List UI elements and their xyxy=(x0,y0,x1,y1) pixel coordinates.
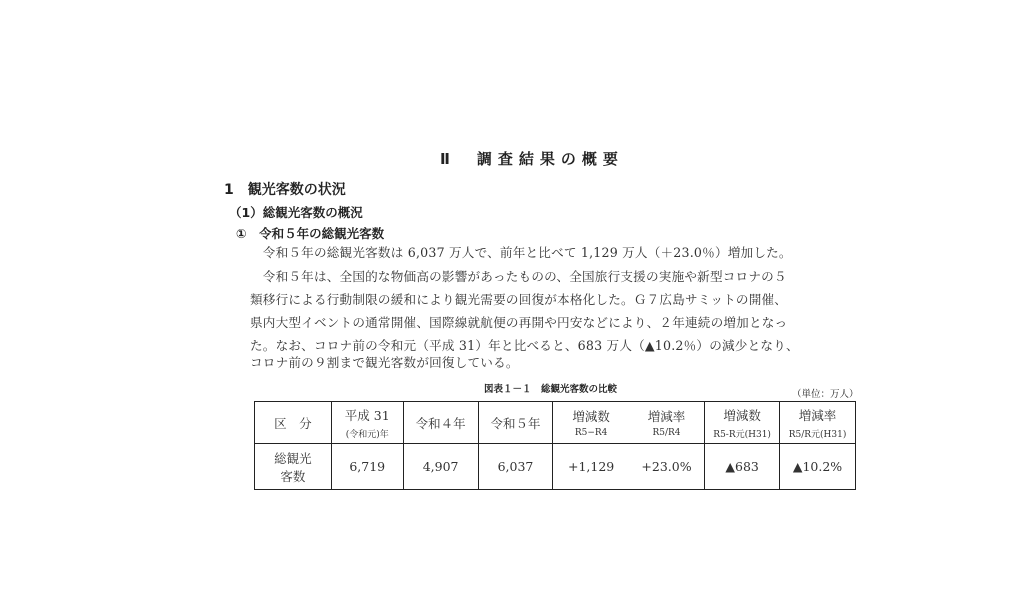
header-label: 増減数 xyxy=(572,409,610,424)
body-line: 令和５年は、全国的な物価高の影響があったものの、全国旅行支援の実施や新型コロナの５ xyxy=(250,269,787,284)
row-label-line: 総観光 xyxy=(274,450,312,466)
section-title: Ⅱ 調査結果の概要 xyxy=(440,150,624,168)
table-header-row xyxy=(255,402,856,444)
table-unit: （単位：万人） xyxy=(792,389,859,400)
body-line: 類移行による行動制限の緩和により観光需要の回復が本格化した。Ｇ７広島サミットの開催、 xyxy=(250,292,788,307)
table-caption: 図表１－１ 総観光客数の比較 xyxy=(484,384,618,395)
header-sublabel: R5/R4 xyxy=(652,428,681,438)
header-cell xyxy=(403,402,478,444)
header-label: 平成 31 xyxy=(344,407,390,423)
header-label: 増減率 xyxy=(647,409,686,424)
table-cell: ▲10.2% xyxy=(780,444,856,490)
header-cell xyxy=(553,402,629,444)
comparison-table xyxy=(254,401,856,490)
row-label-line: 客数 xyxy=(280,468,306,484)
header-cell xyxy=(255,402,332,444)
row-label xyxy=(255,444,332,490)
table-cell: 4,907 xyxy=(403,444,478,490)
header-cell xyxy=(629,402,705,444)
table-row xyxy=(255,444,856,490)
header-label: 区 分 xyxy=(274,415,312,431)
table-cell: +1,129 xyxy=(553,444,629,490)
header-cell xyxy=(705,402,780,444)
header-label: 増減数 xyxy=(723,407,761,423)
header-sublabel: (令和元)年 xyxy=(345,429,389,440)
header-label: 増減率 xyxy=(798,407,837,423)
header-sublabel: R5/R元(H31) xyxy=(788,429,847,440)
header-label: 令和４年 xyxy=(415,415,466,431)
table-cell: 6,037 xyxy=(478,444,553,490)
header-cell xyxy=(331,402,403,444)
header-cell xyxy=(478,402,553,444)
header-sublabel: R5-R元(H31) xyxy=(713,429,771,440)
heading-2: （1）総観光客数の概況 xyxy=(229,205,363,220)
header-label: 令和５年 xyxy=(490,415,541,431)
body-line: 県内大型イベントの通常開催、国際線就航便の再開や円安などにより、２年連続の増加となっ xyxy=(250,315,788,330)
table-cell: +23.0% xyxy=(629,444,705,490)
table-cell: 6,719 xyxy=(331,444,403,490)
body-line: コロナ前の９割まで観光客数が回復している。 xyxy=(250,355,519,370)
table-cell: ▲683 xyxy=(705,444,780,490)
header-sublabel: R5−R4 xyxy=(574,428,608,438)
body-line: 令和５年の総観光客数は 6,037 万人で、前年と比べて 1,129 万人（＋23.0％）増加した。 xyxy=(250,245,792,260)
header-cell xyxy=(780,402,856,444)
heading-3: ① 令和５年の総観光客数 xyxy=(236,226,385,241)
body-line: た。なお、コロナ前の令和元（平成 31）年と比べると、683 万人（▲10.2％）の減少となり、 xyxy=(250,338,799,353)
heading-1: 1 観光客数の状況 xyxy=(224,182,346,198)
